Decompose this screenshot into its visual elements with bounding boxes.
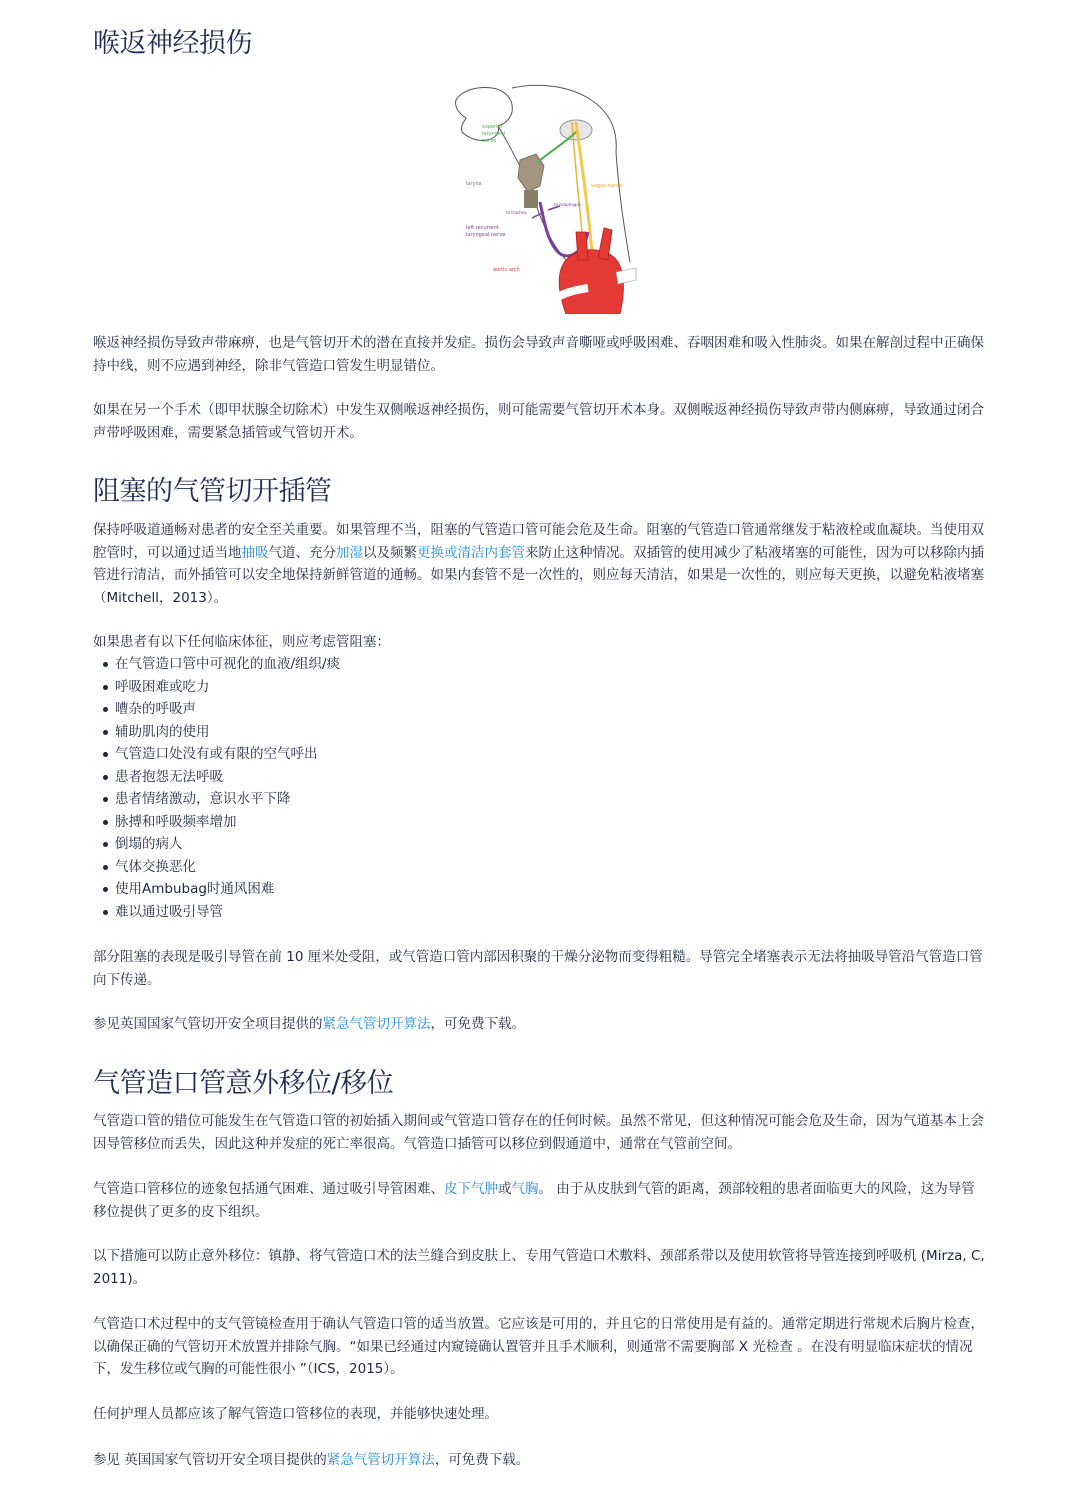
paragraph: 喉返神经损伤导致声带麻痹，也是气管切开术的潜在直接并发症。损伤会导致声音嘶哑或呼吸困难、吞咽困难和吸入性肺炎。如果在解剖过程中正确保持中线，则不应遇到神经，除非气管造口管发生明显错位。 — [93, 335, 984, 374]
link-humidification[interactable]: 加湿 — [336, 544, 363, 561]
text-span: 气道、充分 — [268, 544, 336, 561]
carotid-artery-shape — [576, 232, 588, 260]
paragraph: 如果患者有以下任何临床体征，则应考虑管阻塞： — [93, 634, 390, 650]
text-span: 保持呼吸道通畅对患者的安全至关重要。如果管理不当，阻塞的气管造口管可能会危及生命。阻塞的气管造口管通常继发于粘液栓或血凝块。当使用双腔管时，可以通过适当地 — [93, 522, 984, 561]
nerve-anatomy-illustration — [448, 82, 638, 314]
anatomy-svg — [448, 82, 638, 314]
link-emergency-algorithm[interactable]: 紧急气管切开算法 — [322, 1016, 431, 1032]
paragraph — [93, 1013, 988, 1036]
list-item: 难以通过吸引导管 — [103, 901, 983, 924]
heading-accidental-displacement: 气管造口管意外移位/移位 — [93, 1068, 394, 1099]
label-larynx: larynx — [466, 181, 482, 187]
label-to-esophagus: to esophagus — [554, 202, 581, 207]
text-span: 以及频繁 — [363, 544, 417, 561]
text-span: 。 由于从皮肤到气管的距离，颈部较粗的患者面临更大的风险，这为导管移位提供了更多的皮下组织。 — [93, 1181, 975, 1220]
list-item: 嘈杂的呼吸声 — [103, 698, 983, 721]
label-vagus-nerve: vagus nerve — [591, 183, 622, 189]
obstruction-signs-list — [103, 653, 983, 923]
list-item: 患者情绪激动，意识水平下降 — [103, 788, 983, 811]
link-pneumothorax[interactable]: 气胸 — [511, 1181, 539, 1197]
link-inner-cannula-change[interactable]: 更换或清洁内套管 — [417, 544, 525, 561]
link-suction[interactable]: 抽吸 — [241, 544, 269, 561]
label-aortic-arch: aortic arch — [493, 267, 520, 273]
paragraph: 气管造口管的错位可能发生在气管造口管的初始插入期间或气管造口管存在的任何时候。虽然不常见，但这种情况可能会危及生命，因为气道基本上会因导管移位而丢失，因此这种并发症的死亡率很高。气管造口插管可以移位到假通道中，通常在气管前空间。 — [93, 1113, 984, 1152]
paragraph — [93, 519, 988, 609]
list-item: 患者抱怨无法呼吸 — [103, 766, 983, 789]
list-item: 在气管造口管中可视化的血液/组织/痰 — [103, 653, 983, 676]
list-item: 使用Ambubag时通风困难 — [103, 878, 983, 901]
text-span: ，可免费下载。 — [430, 1016, 525, 1032]
neck-back-outline — [616, 152, 630, 262]
text-span: 来防止这种情况。双插管的使用减少了粘液堵塞的可能性，因为可以移除内插管进行清洁，而外插管可以安全地保持新鲜管道的通畅。如果内套管不是一次性的，则应每天清洁，如果是一次性的，则应每天更换，以避免粘液堵塞（Mitchell，2013）。 — [93, 544, 984, 606]
heading-obstructed-tracheostomy-tube: 阻塞的气管切开插管 — [93, 476, 332, 507]
paragraph: 任何护理人员都应该了解气管造口管移位的表现，并能够快速处理。 — [93, 1406, 498, 1422]
text-span: 气管造口管移位的迹象包括通气困难、通过吸引导管困难、 — [93, 1181, 444, 1197]
label-to-trachea: to trachea — [506, 210, 527, 215]
list-item: 气管造口处没有或有限的空气呼出 — [103, 743, 983, 766]
list-item: 辅助肌肉的使用 — [103, 721, 983, 744]
text-span: 参见 英国国家气管切开安全项目提供的 — [93, 1452, 327, 1468]
list-item: 气体交换恶化 — [103, 856, 983, 879]
aortic-arch-shape — [559, 250, 623, 314]
paragraph — [93, 1449, 988, 1472]
label-left-recurrent: left recurrent — [466, 225, 499, 231]
paragraph: 以下措施可以防止意外移位：镇静、将气管造口术的法兰缝合到皮肤上、专用气管造口术敷料、颈部系带以及使用软管将导管连接到呼吸机 (Mirza, C, 2011)。 — [93, 1248, 985, 1287]
trachea-shape — [524, 190, 538, 208]
link-subcutaneous-emphysema[interactable]: 皮下气肿 — [444, 1181, 498, 1197]
list-item: 脉搏和呼吸频率增加 — [103, 811, 983, 834]
label-nerve: nerve — [482, 138, 497, 144]
label-laryngeal: laryngeal — [482, 131, 506, 137]
list-item: 倒塌的病人 — [103, 833, 983, 856]
link-emergency-algorithm-2[interactable]: 紧急气管切开算法 — [326, 1452, 435, 1468]
paragraph: 如果在另一个手术（即甲状腺全切除术）中发生双侧喉返神经损伤，则可能需要气管切开术本身。双侧喉返神经损伤导致声带内侧麻痹，导致通过闭合声带呼吸困难，需要紧急插管或气管切开术。 — [93, 402, 984, 441]
paragraph: 部分阻塞的表现是吸引导管在前 10 厘米处受阻，或气管造口管内部因积聚的干燥分泌物而变得粗糙。导管完全堵塞表示无法将抽吸导管沿气管造口管向下传递。 — [93, 949, 983, 988]
text-span: ，可免费下载。 — [434, 1452, 530, 1468]
text-span: 或 — [498, 1181, 512, 1197]
paragraph — [93, 1178, 988, 1223]
paragraph: 气管造口术过程中的支气管镜检查用于确认气管造口管的适当放置。它应该是可用的，并且它的日常使用是有益的。通常定期进行常规术后胸片检查，以确保正确的气管切开术放置并排除气胸。“如果已经通过内窥镜确认置管并且手术顺利，则通常不需要胸部 X 光检查 。在没有明显临床症状的情况下，发生移位或气胸的可能性很小 ”（ICS，2015）。 — [93, 1316, 984, 1377]
text-span: 参见英国国家气管切开安全项目提供的 — [93, 1016, 323, 1032]
list-item: 呼吸困难或吃力 — [103, 676, 983, 699]
heading-recurrent-laryngeal-nerve-injury: 喉返神经损伤 — [93, 28, 252, 59]
superior-laryngeal-nerve-line — [538, 132, 576, 162]
label-superior: superior — [482, 124, 503, 130]
label-laryngeal-nerve: laryngeal nerve — [466, 232, 506, 238]
